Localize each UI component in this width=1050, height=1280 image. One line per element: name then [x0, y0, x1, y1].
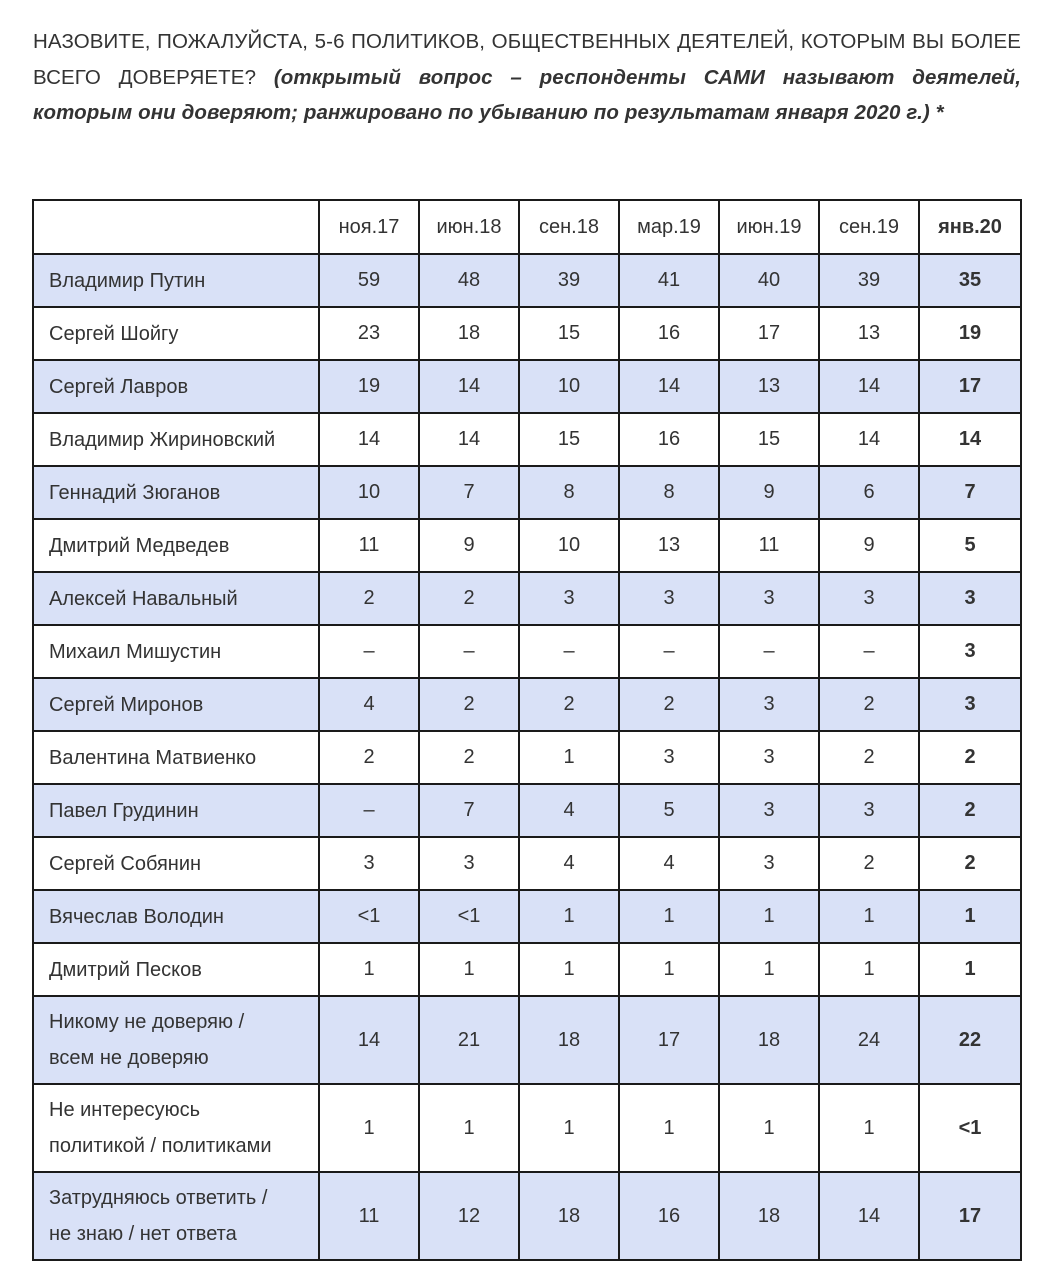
table-row	[33, 625, 1021, 678]
value-cell: 6	[819, 466, 919, 519]
value-cell: 11	[319, 1172, 419, 1260]
table-row	[33, 1084, 1021, 1172]
value-cell: 24	[819, 996, 919, 1084]
value-cell: 19	[319, 360, 419, 413]
value-cell: 2	[419, 678, 519, 731]
value-cell: 1	[519, 943, 619, 996]
question-text: НАЗОВИТЕ, ПОЖАЛУЙСТА, 5-6 ПОЛИТИКОВ, ОБЩЕСТВЕННЫХ ДЕЯТЕЛЕЙ, КОТОРЫМ ВЫ БОЛЕЕ ВСЕГО ДОВЕРЯЕТЕ?	[33, 30, 1021, 89]
value-cell: 3	[719, 572, 819, 625]
value-cell: –	[319, 625, 419, 678]
row-label-line: Затрудняюсь ответить /	[49, 1187, 268, 1209]
value-cell: 2	[919, 837, 1021, 890]
value-cell: 14	[419, 413, 519, 466]
value-cell: 2	[419, 572, 519, 625]
table-row	[33, 943, 1021, 996]
row-label	[33, 996, 319, 1084]
value-cell: 2	[919, 731, 1021, 784]
row-label: Геннадий Зюганов	[33, 466, 319, 519]
value-cell: 1	[819, 890, 919, 943]
table-row	[33, 466, 1021, 519]
value-cell: 1	[719, 1084, 819, 1172]
value-cell: 4	[619, 837, 719, 890]
row-label-line: всем не доверяю	[49, 1047, 209, 1069]
column-header: мар.19	[619, 200, 719, 254]
table-row	[33, 519, 1021, 572]
value-cell: 11	[719, 519, 819, 572]
value-cell: 17	[719, 307, 819, 360]
value-cell: 1	[419, 1084, 519, 1172]
value-cell: 18	[519, 1172, 619, 1260]
value-cell: 16	[619, 1172, 719, 1260]
value-cell: 14	[919, 413, 1021, 466]
value-cell: 2	[819, 731, 919, 784]
value-cell: 9	[719, 466, 819, 519]
value-cell: –	[719, 625, 819, 678]
value-cell: 2	[819, 837, 919, 890]
value-cell: 2	[319, 572, 419, 625]
value-cell: 3	[319, 837, 419, 890]
value-cell: 7	[919, 466, 1021, 519]
value-cell: 2	[619, 678, 719, 731]
value-cell: 1	[919, 943, 1021, 996]
value-cell: 3	[819, 572, 919, 625]
value-cell: 14	[319, 996, 419, 1084]
value-cell: 1	[919, 890, 1021, 943]
value-cell: 18	[719, 1172, 819, 1260]
value-cell: 8	[519, 466, 619, 519]
value-cell: 22	[919, 996, 1021, 1084]
value-cell: 1	[519, 731, 619, 784]
value-cell: 2	[319, 731, 419, 784]
value-cell: 1	[319, 943, 419, 996]
value-cell: 3	[919, 625, 1021, 678]
value-cell: 8	[619, 466, 719, 519]
value-cell: 10	[519, 360, 619, 413]
value-cell: 13	[719, 360, 819, 413]
value-cell: 15	[519, 413, 619, 466]
value-cell: 1	[719, 943, 819, 996]
value-cell: <1	[919, 1084, 1021, 1172]
value-cell: 14	[319, 413, 419, 466]
value-cell: 35	[919, 254, 1021, 307]
value-cell: 1	[519, 890, 619, 943]
row-label: Дмитрий Песков	[33, 943, 319, 996]
table-row	[33, 413, 1021, 466]
header-name-cell	[33, 200, 319, 254]
value-cell: 14	[619, 360, 719, 413]
table-row	[33, 837, 1021, 890]
value-cell: 15	[519, 307, 619, 360]
question-note: (открытый вопрос – респонденты САМИ называют деятелей, которым они доверяют; ранжировано по убыванию по результатам января 2020 г.) *	[33, 65, 1021, 124]
value-cell: 17	[619, 996, 719, 1084]
value-cell: 1	[819, 1084, 919, 1172]
column-header: сен.19	[819, 200, 919, 254]
value-cell: 7	[419, 466, 519, 519]
value-cell: 2	[419, 731, 519, 784]
value-cell: 1	[419, 943, 519, 996]
value-cell: 1	[819, 943, 919, 996]
value-cell: 40	[719, 254, 819, 307]
row-label: Алексей Навальный	[33, 572, 319, 625]
value-cell: 19	[919, 307, 1021, 360]
value-cell: 14	[819, 1172, 919, 1260]
value-cell: 21	[419, 996, 519, 1084]
row-label	[33, 1084, 319, 1172]
value-cell: 2	[919, 784, 1021, 837]
value-cell: –	[319, 784, 419, 837]
table-row	[33, 254, 1021, 307]
row-label: Сергей Шойгу	[33, 307, 319, 360]
value-cell: 39	[519, 254, 619, 307]
value-cell: 3	[719, 784, 819, 837]
value-cell: 13	[819, 307, 919, 360]
column-header: июн.18	[419, 200, 519, 254]
value-cell: 3	[919, 572, 1021, 625]
value-cell: –	[419, 625, 519, 678]
table-row	[33, 572, 1021, 625]
row-label: Сергей Миронов	[33, 678, 319, 731]
value-cell: 1	[619, 890, 719, 943]
value-cell: 59	[319, 254, 419, 307]
row-label-line: политикой / политиками	[49, 1135, 272, 1157]
value-cell: 3	[719, 837, 819, 890]
trust-table	[32, 199, 1022, 1261]
row-label: Владимир Путин	[33, 254, 319, 307]
row-label-line: Никому не доверяю /	[49, 1011, 245, 1033]
row-label: Дмитрий Медведев	[33, 519, 319, 572]
value-cell: –	[819, 625, 919, 678]
value-cell: 14	[819, 360, 919, 413]
value-cell: 7	[419, 784, 519, 837]
row-label-line: не знаю / нет ответа	[49, 1223, 237, 1245]
row-label	[33, 1172, 319, 1260]
table-row	[33, 1172, 1021, 1260]
row-label: Валентина Матвиенко	[33, 731, 319, 784]
value-cell: 10	[319, 466, 419, 519]
table-row	[33, 890, 1021, 943]
column-header: ноя.17	[319, 200, 419, 254]
table-row	[33, 307, 1021, 360]
value-cell: 1	[519, 1084, 619, 1172]
value-cell: 17	[919, 360, 1021, 413]
value-cell: 1	[319, 1084, 419, 1172]
value-cell: 16	[619, 307, 719, 360]
survey-question	[33, 24, 1021, 131]
value-cell: 17	[919, 1172, 1021, 1260]
value-cell: 18	[719, 996, 819, 1084]
value-cell: <1	[419, 890, 519, 943]
value-cell: 4	[319, 678, 419, 731]
column-header: янв.20	[919, 200, 1021, 254]
value-cell: –	[619, 625, 719, 678]
value-cell: 9	[819, 519, 919, 572]
value-cell: 12	[419, 1172, 519, 1260]
value-cell: 16	[619, 413, 719, 466]
value-cell: 3	[719, 678, 819, 731]
row-label: Сергей Лавров	[33, 360, 319, 413]
value-cell: 10	[519, 519, 619, 572]
table-row	[33, 678, 1021, 731]
value-cell: 3	[719, 731, 819, 784]
row-label: Сергей Собянин	[33, 837, 319, 890]
value-cell: 2	[519, 678, 619, 731]
value-cell: 3	[919, 678, 1021, 731]
column-header: июн.19	[719, 200, 819, 254]
row-label: Михаил Мишустин	[33, 625, 319, 678]
value-cell: 9	[419, 519, 519, 572]
value-cell: 3	[619, 731, 719, 784]
value-cell: 41	[619, 254, 719, 307]
value-cell: 2	[819, 678, 919, 731]
value-cell: 48	[419, 254, 519, 307]
value-cell: 4	[519, 837, 619, 890]
value-cell: 14	[419, 360, 519, 413]
value-cell: 3	[519, 572, 619, 625]
table-row	[33, 996, 1021, 1084]
value-cell: 5	[919, 519, 1021, 572]
value-cell: <1	[319, 890, 419, 943]
value-cell: 3	[819, 784, 919, 837]
row-label: Владимир Жириновский	[33, 413, 319, 466]
row-label: Вячеслав Володин	[33, 890, 319, 943]
value-cell: 3	[419, 837, 519, 890]
value-cell: 5	[619, 784, 719, 837]
table-header-row	[33, 200, 1021, 254]
value-cell: 23	[319, 307, 419, 360]
value-cell: –	[519, 625, 619, 678]
value-cell: 13	[619, 519, 719, 572]
value-cell: 14	[819, 413, 919, 466]
table-row	[33, 731, 1021, 784]
value-cell: 1	[719, 890, 819, 943]
table-row	[33, 784, 1021, 837]
value-cell: 39	[819, 254, 919, 307]
table-row	[33, 360, 1021, 413]
value-cell: 4	[519, 784, 619, 837]
row-label: Павел Грудинин	[33, 784, 319, 837]
value-cell: 18	[419, 307, 519, 360]
row-label-line: Не интересуюсь	[49, 1099, 201, 1121]
value-cell: 18	[519, 996, 619, 1084]
value-cell: 11	[319, 519, 419, 572]
column-header: сен.18	[519, 200, 619, 254]
value-cell: 3	[619, 572, 719, 625]
value-cell: 1	[619, 1084, 719, 1172]
value-cell: 15	[719, 413, 819, 466]
value-cell: 1	[619, 943, 719, 996]
